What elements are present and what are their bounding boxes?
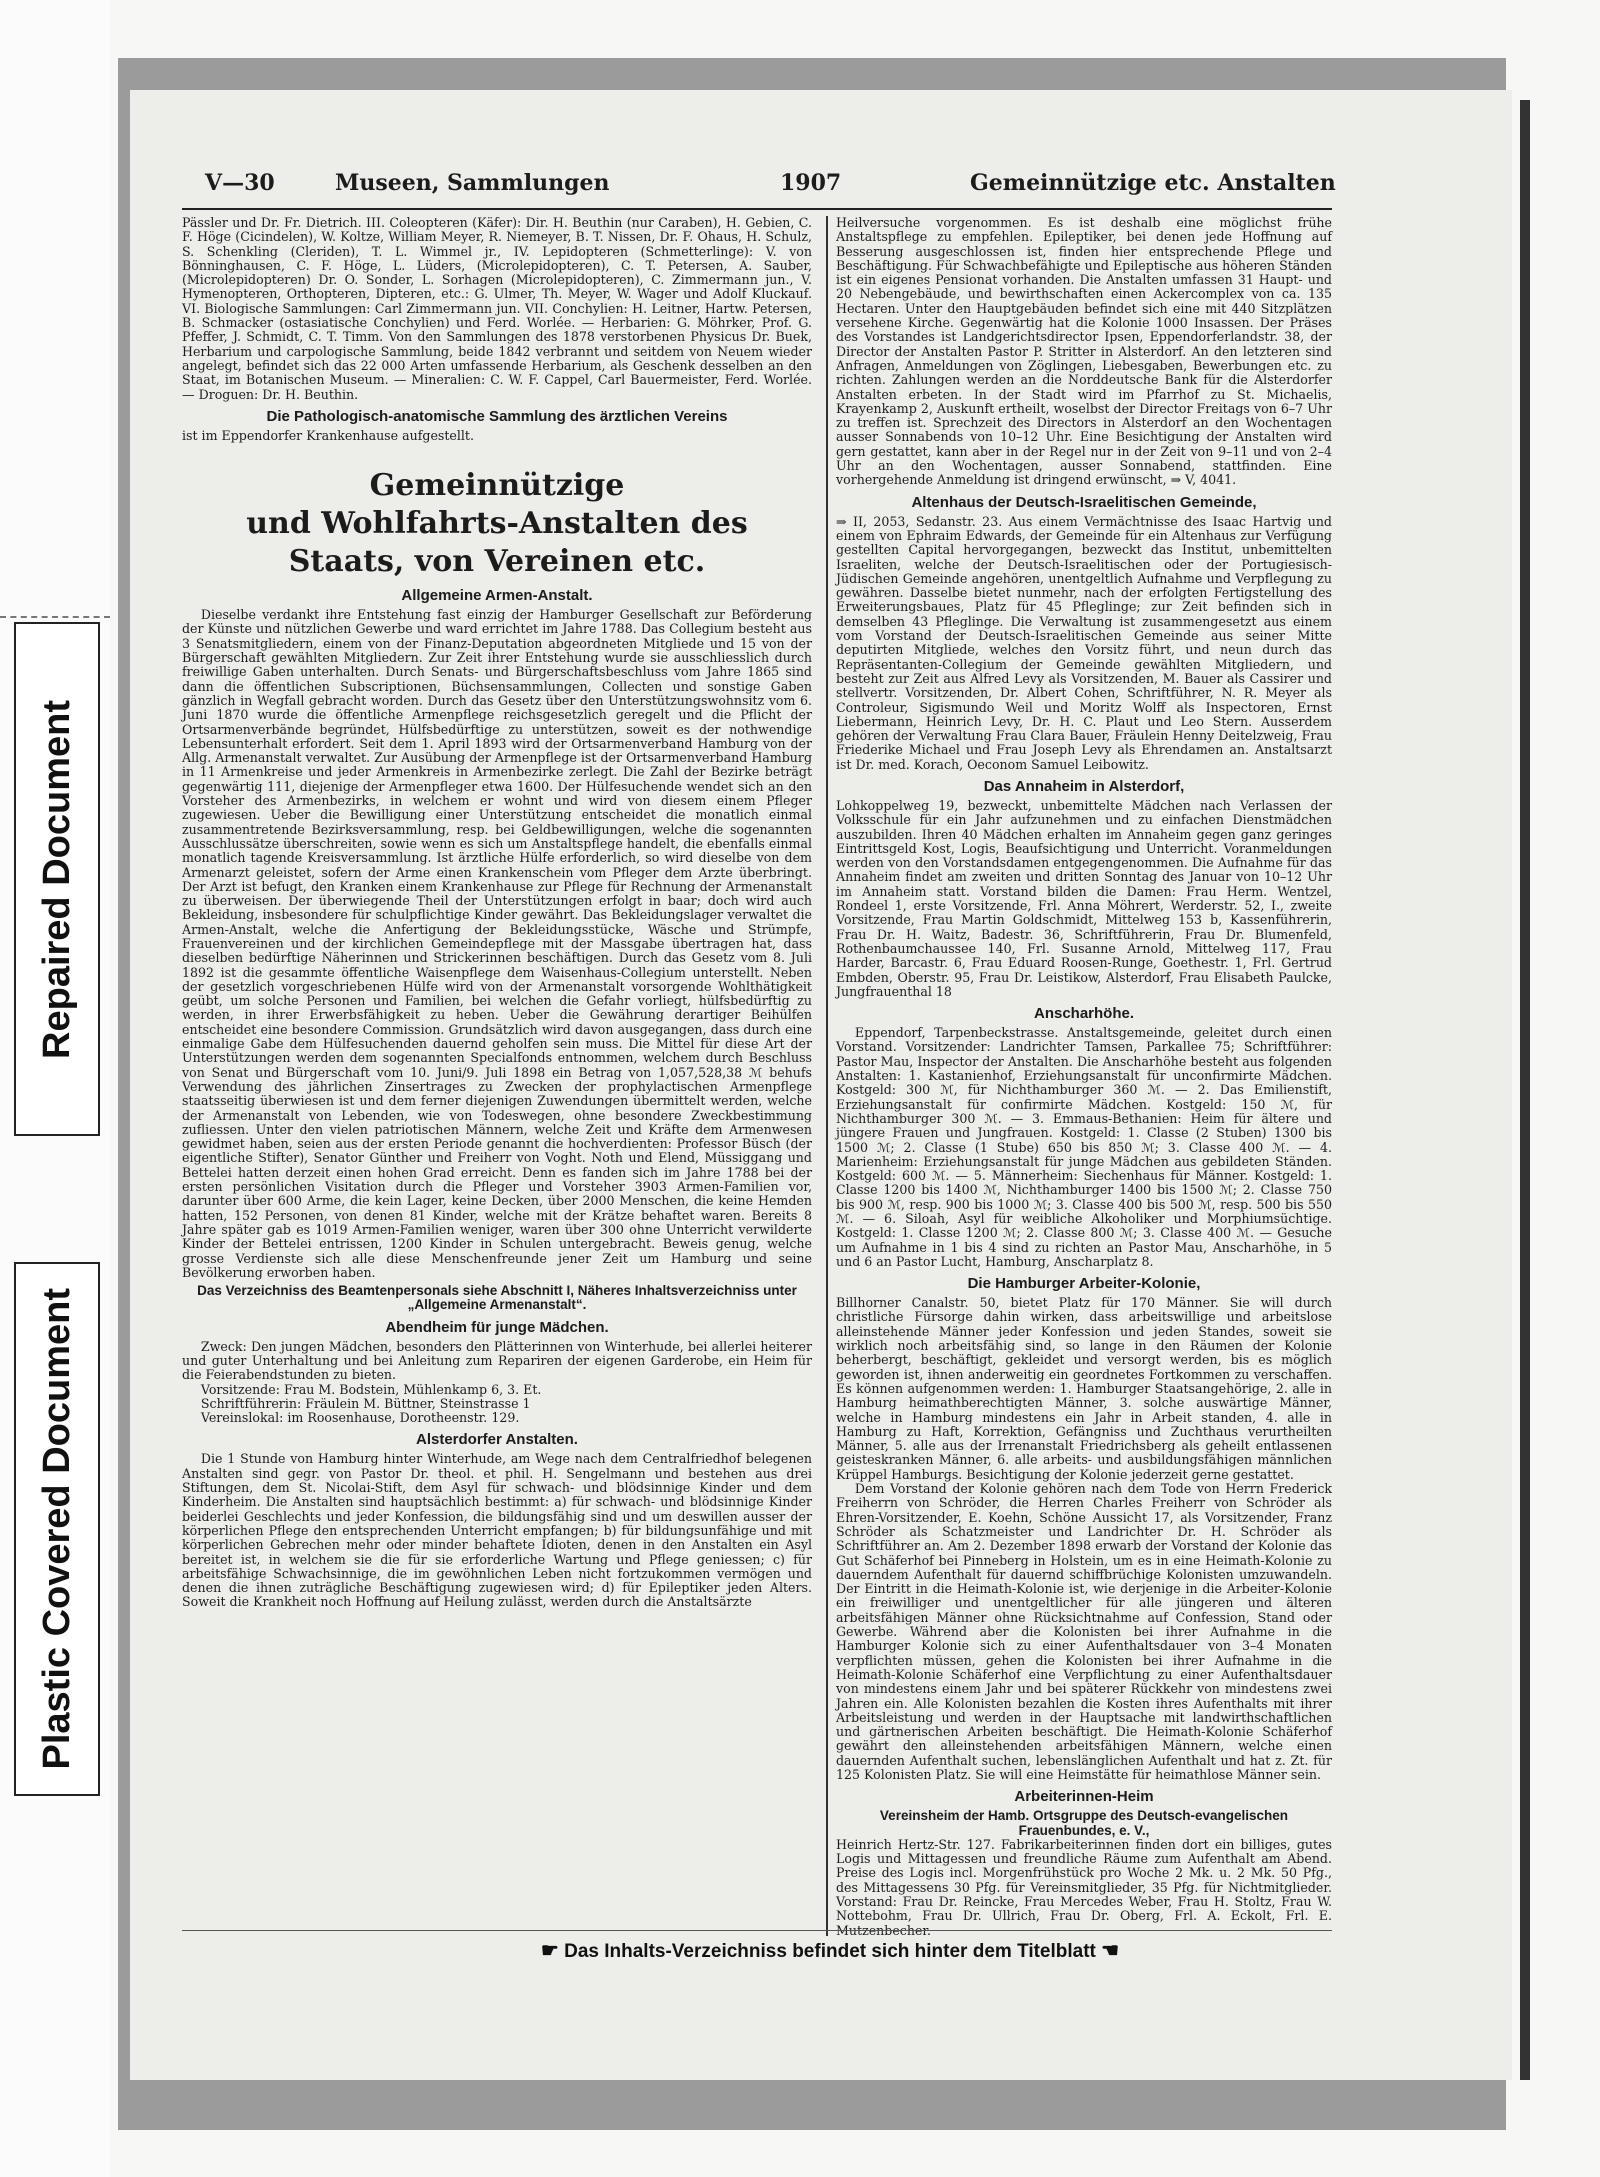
alsterdorf-section-title: Alsterdorfer Anstalten. — [416, 1431, 578, 1449]
abendheim-text: Zweck: Den jungen Mädchen, besonders den Plätterinnen von Winterhude, bei allerlei heiterer und guter Unterhaltung und bei Anleitung zum Repariren der eigenen Garderobe, ein Heim für die Feierabendstunden zu bieten. — [182, 1338, 812, 1383]
header-left-title: Museen, Sammlungen — [335, 170, 610, 196]
abendheim-chair: Vorsitzende: Frau M. Bodstein, Mühlenkamp 6, 3. Et. — [200, 1381, 542, 1397]
main-heading-line-1: Gemeinnützige — [369, 468, 625, 504]
armen-section-text: Dieselbe verdankt ihre Entstehung fast einzig der Hamburger Gesellschaft zur Beförderung der Künste und nützlichen Gewerbe und ward errichtet im Jahre 1788. Das Collegium besteht aus 3 Senatsmitgliedern, einem von der Finanz-Deputation abgeordneten Mitgliede und 15 von der Bürgerschaft gewählten Mitgliedern. Zur Zeit ihrer Entstehung wurde sie ausschliesslich durch freiwillige Gaben unterhalten. Durch Senats- und Bürgerschaftsbeschluss vom Jahre 1865 sind dann die öffentlichen Subscriptionen, Büchsensammlungen, Collecten und sonstige Gaben gänzlich in Wegfall gebracht worden. Durch das Gesetz über den Unterstützungswohnsitz vom 6. Juni 1870 wurde die öffentliche Armenpflege reichsgesetzlich geregelt und die Pflicht der Ortsarmenverbände begründet, Hülfsbedürftige zu unterstützen, soweit es der nothwendige Lebensunterhalt erfordert. Seit dem 1. April 1893 wird der Ortsarmenverband Hamburg von der Allg. Armenanstalt verwaltet. Zur Ausübung der Armenpflege ist der Ortsarmenverband Hamburg in 11 Armenkreise und jeder Armenkreis in Armenbezirke zerlegt. Die Zahl der Bezirke beträgt gegenwärtig 111, diejenige der Armenpfleger etwa 1600. Der Hülfesuchende wendet sich an den Vorsteher des Armenbezirks, in welchem er wohnt und wird von diesem einem Pfleger zugewiesen. Ueber die Bewilligung einer Unterstützung entscheidet die monatlich einmal zusammentretende Bezirksversammlung, resp. bei Geldbewilligungen, welche die sogenannten Ausschlussätze überschreiten, sowie wenn es sich um Anstaltspflege handelt, die ebenfalls einmal monatlich tagende Kreisversammlung. Ist ärztliche Hülfe erforderlich, so wird dieselbe von dem Armenarzt geleistet, sofern der Arme einen Krankenschein vom Pfleger dem Arzte überbringt. Der Arzt ist befugt, den Kranken einem Krankenhause zur Pflege für Rechnung der Armenanstalt zu überweisen. Der überwiegende Theil der Unterstützungen erfolgt in baar; doch wird auch Bekleidung, insbesondere für schulpflichtige Kinder gewährt. Das Bekleidungslager verwaltet die Armen-Anstalt, welche die Anfertigung der Bekleidungsstücke, Wäsche und Strümpfe, Frauenvereinen und der kirchlichen Gemeindepflege mit der Massgabe übertragen hat, dass dieselben bedürftige Näherinnen und Strickerinnen beschäftigen. Durch das Gesetz vom 8. Juli 1892 ist die gesammte öffentliche Waisenpflege dem Waisenhaus-Collegium unterstellt. Neben der gesetzlich vorgeschriebenen Hülfe wird von der Armenanstalt vorsorgende Wohlthätigkeit geübt, um solche Personen und Familien, bei welchen die Gefahr vorliegt, hülfsbedürftig zu werden, in ihrer Erwerbsfähigkeit zu heben. Ueber die Gewährung derartiger Beihülfen entscheidet eine besondere Commission. Grundsätzlich wird davon ausgegangen, dass durch eine einmalige Gabe dem Hülfesuchenden dauernd geholfen sein muss. Die Mittel für diese Art der Unterstützungen werden dem sogenannten Specialfonds entnommen, welchem durch Beschluss von Senat und Bürgerschaft vom 10. Juni/9. Juli 1898 ein Betrag von 1,057,528,38 ℳ behufs Verwendung des jährlichen Zinsertrages zu Zwecken der prophylactischen Armenpflege staatsseitig überwiesen ist und dem ferner diejenigen Zuwendungen übermittelt werden, welche der Armenanstalt von Lebenden, wie von Todeswegen, ohne besondere Zweckbestimmung zufliessen. Unter den vielen patriotischen Männern, welche Zeit und Kräfte dem Armenwesen gewidmet haben, seien aus der ersten Periode genannt die hochverdienten: Professor Büsch (der eigentliche Stifter), Senator Günther und Freiherr von Voght. Noth und Elend, Müssiggang und Bettelei hatten derzeit einen hohen Grad erreicht. Denn es fanden sich im Jahre 1788 bei der ersten persönlichen Visitation durch die Pfleger und Vorsteher 3903 Armen-Familien vor, darunter über 600 Arme, die kein Lager, keine Decken, über 2000 Menschen, die keine Hemden hatten, 152 Personen, von denen 81 Kinder, welche mit der Krätze behaftet waren. Bereits 8 Jahre später gab es 1019 Armen-Familien weniger, waren über 300 ohne Unterricht verwilderte Kinder der Bettelei entrissen, 1200 Kinder in Schulen untergebracht. Beweis genug, welche grosse Verdienste sich alle diese Menschenfreunde jener Zeit um Hamburg und seine Bevölkerung erworben haben. — [182, 607, 812, 1280]
plastic-covered-label — [14, 1262, 100, 1796]
patho-section-text: ist im Eppendorfer Krankenhause aufgestellt. — [182, 427, 474, 443]
left-column — [182, 216, 812, 1610]
altenhaus-text: ⇒ II, 2053, Sedanstr. 23. Aus einem Vermächtnisse des Isaac Hartvig und einem von Ephraim Edwards, der Gemeinde für ein Altenhaus zur Verfügung gestellten Capital hervorgegangen, bezweckt das Institut, unbemittelten Israeliten, welche der Deutsch-Israelitischen oder der Portugiesisch-Jüdischen Gemeinde angehören, unentgeltlich Aufnahme und Verpflegung zu gewähren. Dasselbe bietet nunmehr, nach der erfolgten Fertigstellung des Erweiterungsbaues, Platz für 45 Pfleglinge; zur Zeit befinden sich in demselben 43 Pfleglinge. Die Verwaltung ist zusammengesetzt aus einem vom Vorstand der Deutsch-Israelitischen Gemeinde aus seiner Mitte deputirten Mitgliede, welches den Vorsitz führt, und neun durch das Repräsentanten-Collegium der Gemeinde gewählten Mitgliedern, und besteht zur Zeit aus Alfred Levy als Vorsitzenden, M. Bauer als Cassirer und stellvertr. Vorsitzenden, Dr. Albert Cohen, Schriftführer, N. R. Meyer als Controleur, Sigismundo Weil und Moritz Wolff als Inspectoren, Ernst Liebermann, Heinrich Levy, Dr. H. C. Plaut und Leo Stern. Ausserdem gehören der Verwaltung Frau Clara Bauer, Fräulein Henny Deitelzweig, Frau Friederike Michael und Frau Joseph Levy als Ehrendamen an. Anstaltsarzt ist Dr. med. Korach, Oeconom Samuel Leibowitz. — [836, 513, 1332, 772]
footer-note — [400, 1938, 1260, 1963]
arbeiterinnen-heim-text: Heinrich Hertz-Str. 127. Fabrikarbeiterinnen finden dort ein billiges, gutes Logis und Mittagessen und freundliche Räume zum Aufenthalt am Abend. Preise des Logis incl. Morgenfrühstück pro Woche 2 Mk. u. 2 Mk. 50 Pfg., des Mittagessens 30 Pfg. für Vereinsmitglieder, 35 Pfg. für Nichtmitglieder. Vorstand: Frau Dr. Reincke, Frau Mercedes Weber, Frau H. Stoltz, Frau W. Nottebohm, Frau Dr. Ullrich, Frau Dr. Oberg, Frl. A. Eckolt, Frl. E. Mutzenbecher. — [836, 1836, 1332, 1938]
armen-section-title: Allgemeine Armen-Anstalt. — [401, 587, 593, 605]
arbeiter-kolonie-text-2: Dem Vorstand der Kolonie gehören nach dem Tode von Herrn Frederick Freiherrn von Schröder, die Herren Charles Freiherr von Schröder als Ehren-Vorsitzender, E. Koehn, Schöne Aussicht 17, als Vorsitzender, Franz Schröder als Schatzmeister und Landrichter Dr. H. Schröder als Schriftführer an. Am 2. Dezember 1898 erwarb der Vorstand der Kolonie das Gut Schäferhof bei Pinneberg in Holstein, um es in eine Heimath-Kolonie zu dauerndem Aufenthalt für dauernd schiffbrüchige Kolonisten umzuwandeln. Der Eintritt in die Heimath-Kolonie ist, wie derjenige in die Arbeiter-Kolonie ein freiwilliger und unentgeltlicher für alle jüngeren und älteren arbeitsfähigen Männer ohne Rücksichtnahme auf Confession, Stand oder Gewerbe. Während aber die Kolonisten bei ihrer Aufnahme in die Hamburger Kolonie sich zu einer Aufenthaltsdauer von 3–4 Monaten verpflichten müssen, gehen die Kolonisten bei ihrer Aufnahme in die Heimath-Kolonie Schäferhof eine Verpflichtung zu einer Aufenthaltsdauer von mindestens einem Jahr und bei späterer Rückkehr von mindestens zwei Jahren ein. Alle Kolonisten bezahlen die Kosten ihres Aufenthalts mit ihrer Arbeitsleistung und werden in der Hauptsache mit landwirthschaftlichen und gärtnerischen Arbeiten beschäftigt. Die Heimath-Kolonie Schäferhof gewährt den alleinstehenden arbeitsfähigen Männern, welche einen dauernden Aufenthalt suchen, lebenslänglichen Aufenthalt und hat z. Zt. für 125 Kolonisten Platz. Sie will eine Heimstätte für heimathlose Männer sein. — [836, 1481, 1332, 1782]
header-year: 1907 — [780, 170, 842, 196]
arbeiter-kolonie-section-title: Die Hamburger Arbeiter-Kolonie, — [967, 1275, 1201, 1293]
patho-section-title: Die Pathologisch-anatomische Sammlung des ärztlichen Vereins — [266, 407, 728, 425]
repaired-document-text: Repaired Document — [35, 699, 78, 1059]
arbeiterinnen-heim-subtitle: Vereinsheim der Hamb. Ortsgruppe des Deutsch-evangelischen Frauenbundes, e. V., — [879, 1808, 1289, 1838]
pointing-hand-right-icon: ☚ — [1101, 1940, 1120, 1962]
annaheim-text: Lohkoppelweg 19, bezweckt, unbemittelte Mädchen nach Verlassen der Volksschule für ein Jahr aufzunehmen und zu einfachen Dienstmädchen auszubilden. Ihren 40 Mädchen erhalten im Annaheim gegen ganz geringes Eintrittsgeld Kost, Logis, Beaufsichtigung und Unterricht. Voranmeldungen werden von den Vorstandsdamen entgegengenommen. Die Aufnahme für das Annaheim findet am zweiten und dritten Sonntag des Januar von 10–12 Uhr im Annaheim statt. Vorstand bilden die Damen: Frau Herm. Wentzel, Rondeel 1, erste Vorsitzende, Frl. Anna Möhrert, Werderstr. 52, I., zweite Vorsitzende, Frau Martin Goldschmidt, Mittelweg 153 b, Kassenführerin, Frau Dr. H. Waitz, Badestr. 36, Schriftführerin, Frau Dr. Blumenfeld, Rothenbaumchaussee 140, Frl. Susanne Arnold, Mittelweg 117, Frau Harder, Barcastr. 6, Frau Eduard Roosen-Runge, Goethestr. 1, Frl. Gertrud Embden, Oberstr. 95, Frau Dr. Leistikow, Alsterdorf, Frau Elisabeth Paulcke, Jungfrauenthal 18 — [836, 797, 1332, 999]
abendheim-secretary: Schriftführerin: Fräulein M. Büttner, Steinstrasse 1 — [200, 1395, 531, 1411]
arbeiterinnen-heim-section-title: Arbeiterinnen-Heim — [1014, 1788, 1154, 1806]
museum-intro-text: Pässler und Dr. Fr. Dietrich. III. Coleopteren (Käfer): Dir. H. Beuthin (nur Caraben), H. Gebien, C. F. Höge (Cicindelen), W. Koltze, William Meyer, R. Niemeyer, B. T. Nissen, Dr. F. Ohaus, H. Schulz, S. Schenkling (Cleriden), T. L. Wimmel jr., IV. Lepidopteren (Schmetterlinge): V. von Bönninghausen, C. F. Höge, L. Lüders, (Microlepidopteren), C. T. Petersen, A. Sauber, (Microlepidopteren) Dr. O. Sonder, L. Sorhagen (Microlepidopteren), C. Zimmermann jun., V. Hymenopteren, Orthopteren, Dipteren, etc.: G. Ulmer, Th. Meyer, W. Wager und Adolf Kluckauf. VI. Biologische Sammlungen: Carl Zimmermann jun. VII. Conchylien: H. Leitner, Hartw. Petersen, B. Schmacker (ostasiatische Conchylien) und Ferd. Worlée. — Herbarien: G. Möhrker, Prof. G. Pfeffer, J. Schmidt, C. T. Timm. Von den Sammlungen des 1878 verstorbenen Physicus Dr. Buek, Herbarium und carpologische Sammlung, beide 1842 verbrannt und seitdem von Neuem wieder angelegt, befindet sich das 22 000 Arten umfassende Herbarium, als Geschenk desselben an den Staat, im Botanischen Museum. — Mineralien: C. W. F. Cappel, Carl Bauermeister, Ferd. Worlée. — Droguen: Dr. H. Beuthin. — [182, 215, 812, 402]
alsterdorf-continued-text: Heilversuche vorgenommen. Es ist deshalb eine möglichst frühe Anstaltspflege zu empfehlen. Epileptiker, bei denen jede Hoffnung auf Besserung ausgeschlossen ist, finden hier entsprechende Pflege und Beschäftigung. Für Schwachbefähigte und Epileptische aus höheren Ständen ist ein eigenes Pensionat vorhanden. Die Anstalten umfassen 31 Haupt- und 20 Nebengebäude, und bewirthschaften einen Ackercomplex von ca. 135 Hectaren. Unter den Hauptgebäuden befindet sich eine mit 440 Sitzplätzen versehene Kirche. Gegenwärtig hat die Kolonie 1000 Insassen. Der Präses des Vorstandes ist Landgerichtsdirector Ipsen, Eppendorferlandstr. 38, der Director der Anstalten Pastor P. Stritter in Alsterdorf. An den letzteren sind Anfragen, Anmeldungen von Zöglingen, Liebesgaben, Bewerbungen etc. zu richten. Zahlungen werden an die Norddeutsche Bank für die Alsterdorfer Anstalten erbeten. In der Stadt wird im Pfarrhof zu St. Michaelis, Krayenkamp 2, Auskunft ertheilt, woselbst der Director Freitags von 6–7 Uhr zu treffen ist. Sprechzeit des Directors in Alsterdorf an den Wochentagen ausser Sonnabends von 10–12 Uhr. Eine Besichtigung der Anstalten wird gern gestattet, kann aber in der Regel nur in der Zeit von 9–11 und von 2–4 Uhr an den Wochentagen, ausser Sonnabend, stattfinden. Eine vorhergehende Anmeldung ist dringend erwünscht, ⇒ V, 4041. — [836, 215, 1332, 488]
anscharhoehe-text: Eppendorf, Tarpenbeckstrasse. Anstaltsgemeinde, geleitet durch einen Vorstand. Vorsitzender: Landrichter Tamsen, Parkallee 75; Schriftführer: Pastor Mau, Inspector der Anstalten. Die Anscharhöhe besteht aus folgenden Anstalten: 1. Kastanienhof, Erziehungsanstalt für unconfirmirte Mädchen. Kostgeld: 300 ℳ, für Nichthamburger 360 ℳ. — 2. Das Emilienstift, Erziehungsanstalt für confirmirte Mädchen. Kostgeld: 150 ℳ, für Nichthamburger 300 ℳ. — 3. Emmaus-Bethanien: Heim für ältere und jüngere Frauen und Jungfrauen. Kostgeld: 1. Classe (2 Stuben) 1300 bis 1500 ℳ; 2. Classe (1 Stube) 650 bis 850 ℳ; 3. Classe 400 ℳ. — 4. Marienheim: Erziehungsanstalt für junge Mädchen aus gebildeten Ständen. Kostgeld: 600 ℳ. — 5. Männerheim: Siechenhaus für Männer. Kostgeld: 1. Classe 1200 bis 1400 ℳ, Nichthamburger 1400 bis 1500 ℳ; 2. Classe 750 bis 900 ℳ, resp. 900 bis 1000 ℳ; 3. Classe 400 bis 500 ℳ, resp. 500 bis 550 ℳ. — 6. Siloah, Asyl für weibliche Alkoholiker und Morphiumsüchtige. Kostgeld: 1. Classe 1200 ℳ; 2. Classe 800 ℳ; 3. Classe 400 ℳ. — Gesuche um Aufnahme in 1 bis 4 sind zu richten an Pastor Mau, Anscharhöhe, in 5 und 6 an Pastor Lucht, Hamburg, Anscharplatz 8. — [836, 1025, 1332, 1269]
page-edge — [1520, 100, 1530, 2080]
annaheim-section-title: Das Annaheim in Alsterdorf, — [983, 777, 1185, 795]
arbeiter-kolonie-text: Billhorner Canalstr. 50, bietet Platz für 170 Männer. Sie will durch christliche Fürsorge dahin wirken, dass arbeitswillige und arbeitslose alleinstehende Männer jeder Konfession und jeden Standes, soweit sie wirklich noch arbeitsfähig sind, so lange in den Räumen der Kolonie beherbergt, beschäftigt, gekleidet und versorgt werden, bis es möglich geworden ist, ihnen anderweitig ein geordnetes Fortkommen zu verschaffen. Es können aufgenommen werden: 1. Hamburger Staatsangehörige, 2. alle in Hamburg heimathberechtigten Männer, 3. solche auswärtige Männer, welche in Hamburg mindestens ein Jahr in Arbeit standen, 4. alle in Hamburg zu Haft, Korrektion, Gefängniss und Zuchthaus verurtheilten Männer, 5. alle aus der Irrenanstalt Friedrichsberg als geheilt entlassenen geisteskranken Männer, 6. alle arbeits- und ausbildungsfähigen männlichen Krüppel Hamburgs. Besichtigung der Kolonie jederzeit gerne gestattet. — [836, 1295, 1332, 1482]
footer-text: Das Inhalts-Verzeichniss befindet sich hinter dem Titelblatt — [564, 1941, 1096, 1962]
main-heading-line-2: und Wohlfahrts-Anstalten des — [246, 506, 748, 542]
header-right-title: Gemeinnützige etc. Anstalten — [970, 170, 1336, 196]
main-heading — [182, 467, 812, 581]
dashed-divider — [0, 616, 110, 618]
repaired-document-label — [14, 622, 100, 1136]
altenhaus-section-title: Altenhaus der Deutsch-Israelitischen Gemeinde, — [911, 493, 1257, 511]
alsterdorf-text: Die 1 Stunde von Hamburg hinter Winterhude, am Wege nach dem Centralfriedhof belegenen Anstalten sind gegr. von Pastor Dr. theol. et phil. H. Sengelmann und bestehen aus drei Stiftungen, dem St. Nicolai-Stift, dem Asyl für schwach- und blödsinnige Kinder und dem Kinderheim. Die Anstalten sind hauptsächlich bestimmt: a) für schwach- und blödsinnige Kinder beiderlei Geschlechts und jeder Konfession, die bildungsfähig sind und um deswillen ausser der körperlichen Pflege den entsprechenden Unterricht empfangen; b) für bildungsunfähige und mit körperlichen Gebrechen mehr oder minder behaftete Idioten, denen in den Anstalten ein Asyl bereitet ist, in welchem sie die für sie erforderliche Wartung und Pflege geniessen; c) für arbeitsfähige Schwachsinnige, die im gewöhnlichen Leben nicht fortzukommen vermögen und denen die ihnen zuträgliche Beschäftigung zugewiesen wird; d) für Epileptiker jeden Alters. Soweit die Krankheit noch Hoffnung auf Heilung zulässt, werden durch die Anstaltsärzte — [182, 1451, 812, 1610]
right-column — [836, 216, 1332, 1938]
page-number: V—30 — [205, 170, 275, 196]
verzeichnis-note: Das Verzeichniss des Beamtenpersonals siehe Abschnitt I, Näheres Inhaltsverzeichniss unter „Allgemeine Armenanstalt“. — [197, 1283, 797, 1313]
abendheim-venue: Vereinslokal: im Roosenhause, Dorotheenstr. 129. — [200, 1410, 520, 1426]
anscharhoehe-section-title: Anscharhöhe. — [1033, 1005, 1135, 1023]
plastic-covered-text: Plastic Covered Document — [35, 1288, 78, 1770]
pointing-hand-left-icon: ☛ — [540, 1940, 559, 1962]
main-heading-line-3: Staats, von Vereinen etc. — [288, 544, 706, 580]
running-header — [205, 170, 1336, 204]
header-rule — [182, 208, 1332, 210]
abendheim-section-title: Abendheim für junge Mädchen. — [385, 1318, 609, 1336]
footer-rule — [182, 1930, 1332, 1931]
column-divider — [826, 216, 828, 1936]
